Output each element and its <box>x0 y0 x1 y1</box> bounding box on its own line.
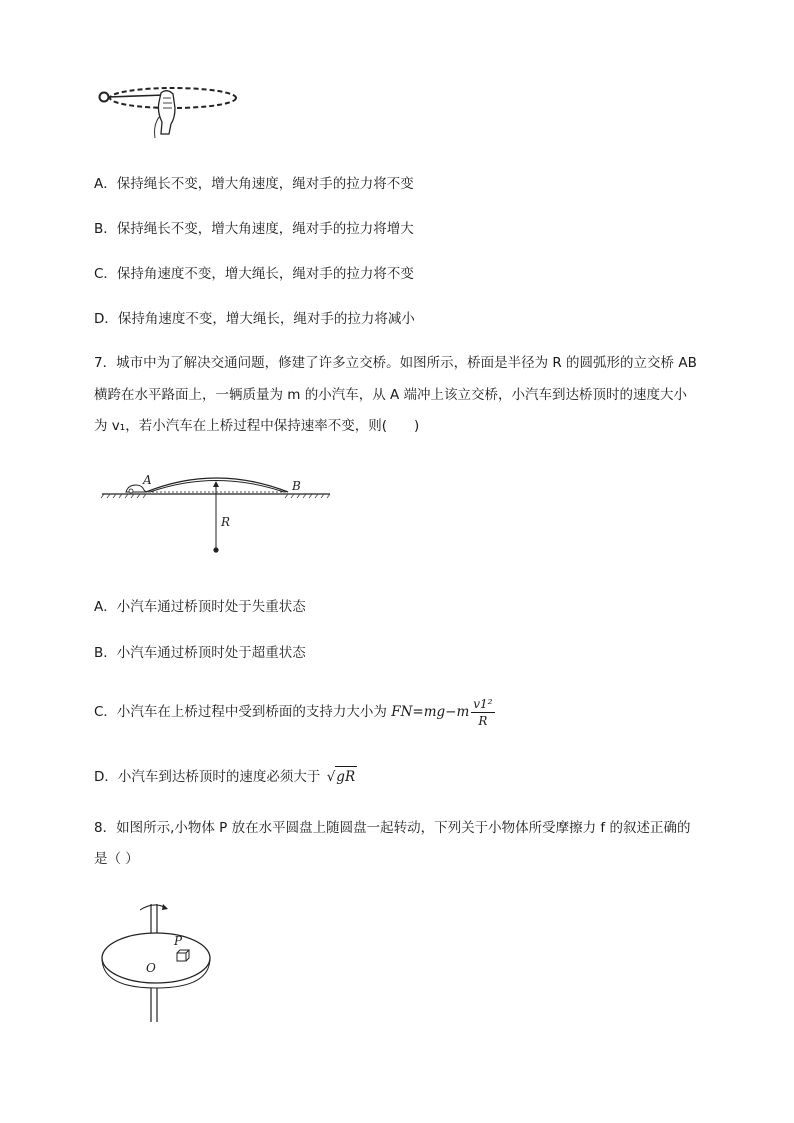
q7-option-b: B．小汽车通过桥顶时处于超重状态 <box>94 645 306 661</box>
q6-option-c: C．保持角速度不变，增大绳长，绳对手的拉力将不变 <box>94 266 414 282</box>
label-b: B <box>292 479 301 493</box>
q8-stem-line2: 是（ ） <box>94 851 139 867</box>
q6-option-a: A．保持绳长不变，增大角速度，绳对手的拉力将不变 <box>94 176 414 192</box>
swinging-ball-figure <box>95 84 245 142</box>
sqrt-symbol: √ <box>326 769 336 785</box>
q6-option-b: B．保持绳长不变，增大角速度，绳对手的拉力将增大 <box>94 221 414 237</box>
q7-stem-line2: 横跨在水平路面上，一辆质量为 m 的小汽车，从 A 端冲上该立交桥，小汽车到达桥顶时的速度大小 <box>94 387 688 403</box>
fraction-numerator: v1² <box>473 696 493 711</box>
label-r: R <box>221 515 231 529</box>
overpass-figure <box>100 470 335 558</box>
q6-option-d: D．保持角速度不变，增大绳长，绳对手的拉力将减小 <box>94 311 415 327</box>
q7-option-c-text: C．小汽车在上桥过程中受到桥面的支持力大小为 <box>94 704 392 720</box>
label-p: P <box>174 934 183 948</box>
sqrt-radicand: gR <box>335 766 357 787</box>
q7-option-a: A．小汽车通过桥顶时处于失重状态 <box>94 599 306 615</box>
center-point <box>213 547 218 552</box>
small-object <box>177 953 186 961</box>
q7-option-c <box>94 694 495 730</box>
label-a: A <box>143 473 152 487</box>
sqrt-expression <box>327 766 357 787</box>
q7-option-d-text: D．小汽车到达桥顶时的速度必须大于 <box>94 769 325 785</box>
label-o: O <box>146 961 156 975</box>
q7-option-d <box>94 766 357 787</box>
rotating-disk-figure <box>100 896 220 1026</box>
string <box>108 95 165 97</box>
q7-stem-line1: 7．城市中为了解决交通问题，修建了许多立交桥。如图所示，桥面是半径为 R 的圆弧形的立交桥 AB <box>94 355 697 371</box>
disk <box>102 933 210 983</box>
q7-option-c-formula: FN=mg−m <box>391 704 470 720</box>
q7-stem-line3: 为 v₁，若小汽车在上桥过程中保持速率不变，则( ) <box>94 418 420 434</box>
fraction-denominator: R <box>478 713 488 728</box>
hand <box>158 91 175 134</box>
rotation-arrow <box>140 905 166 910</box>
q7-option-c-fraction <box>471 696 494 729</box>
q8-stem-line1: 8．如图所示,小物体 P 放在水平圆盘上随圆盘一起转动，下列关于小物体所受摩擦力 f 的叙述正确的 <box>94 820 691 836</box>
ball <box>100 93 109 102</box>
